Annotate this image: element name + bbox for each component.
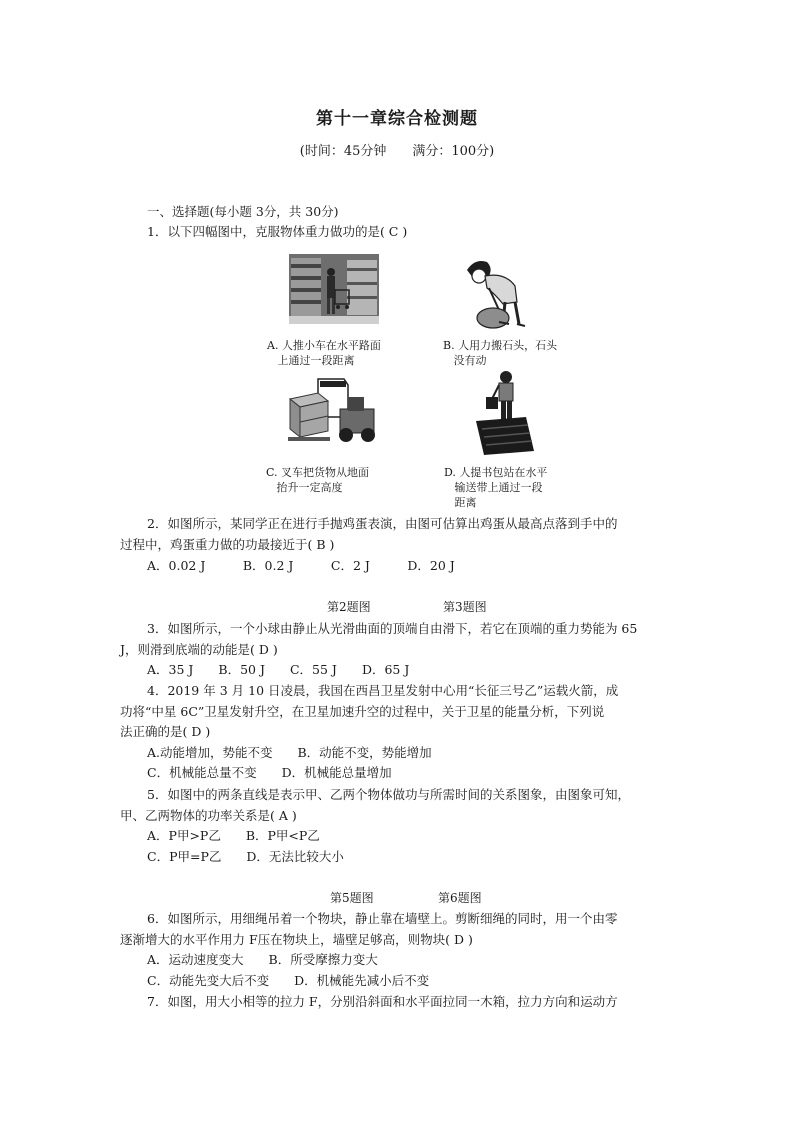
q1-caption-b: B. 人用力搬石头，石头 没有动 <box>443 339 558 367</box>
q4-line2: 功将“中星 6C”卫星发射升空，在卫星加速升空的过程中，关于卫星的能量分析，下列说 <box>120 704 605 719</box>
q4-options-2: C．机械能总量不变 D．机械能总量增加 <box>147 765 392 780</box>
q4-options-1: A.动能增加，势能不变 B．动能不变，势能增加 <box>147 745 432 760</box>
q6-line1: 6．如图所示，用细绳吊着一个物块，静止靠在墙壁上。剪断细绳的同时，用一个由零 <box>147 911 618 926</box>
fig6-label: 第6题图 <box>438 891 482 905</box>
supermarket-photo <box>289 254 379 324</box>
forklift-drawing <box>284 373 378 449</box>
q1-caption-a: A. 人推小车在水平路面 上通过一段距离 <box>267 339 381 367</box>
q5-line2: 甲、乙两物体的功率关系是( A ) <box>120 808 297 823</box>
fig5-label: 第5题图 <box>330 891 374 905</box>
q5-options-1: A．P甲>P乙 B．P甲<P乙 <box>147 828 320 843</box>
fig3-label: 第3题图 <box>443 600 487 614</box>
q7-line1: 7．如图，用大小相等的拉力 F，分别沿斜面和水平面拉同一木箱，拉力方向和运动方 <box>147 994 618 1009</box>
q2-line1: 2．如图所示，某同学正在进行手抛鸡蛋表演，由图可估算出鸡蛋从最高点落到手中的 <box>147 516 618 531</box>
fig2-label: 第2题图 <box>327 600 371 614</box>
q4-line1: 4．2019 年 3 月 10 日凌晨，我国在西昌卫星发射中心用“长征三号乙”运载火箭，成 <box>147 683 619 698</box>
q3-line2: J，则滑到底端的动能是( D ) <box>120 642 278 657</box>
conveyor-belt-drawing <box>472 369 538 455</box>
q2-line2: 过程中，鸡蛋重力做的功最接近于( B ) <box>120 537 335 552</box>
q6-line2: 逐渐增大的水平作用力 F压在物块上，墙壁足够高，则物块( D ) <box>120 932 473 947</box>
q6-options-2: C．动能先变大后不变 D．机械能先减小后不变 <box>147 973 430 988</box>
q1-stem: 1．以下四幅图中，克服物体重力做功的是( C ) <box>147 224 408 239</box>
q5-options-2: C．P甲=P乙 D．无法比较大小 <box>147 849 344 864</box>
page-subtitle: (时间：45分钟 满分：100分) <box>299 144 495 159</box>
q1-caption-d: D. 人提书包站在水平 输送带上通过一段 距离 <box>444 466 548 509</box>
q6-options-1: A．运动速度变大 B．所受摩擦力变大 <box>147 952 378 967</box>
q3-line1: 3．如图所示，一个小球由静止从光滑曲面的顶端自由滑下，若它在顶端的重力势能为 65 <box>147 621 638 636</box>
page-title: 第十一章综合检测题 <box>316 109 478 129</box>
lifting-stone-drawing <box>459 254 539 330</box>
section-heading: 一、选择题(每小题 3分，共 30分) <box>147 204 339 219</box>
q4-line3: 法正确的是( D ) <box>120 724 211 739</box>
q1-caption-c: C. 叉车把货物从地面 抬升一定高度 <box>266 466 370 494</box>
q2-options: A．0.02 J B．0.2 J C．2 J D．20 J <box>147 558 455 573</box>
q5-line1: 5．如图中的两条直线是表示甲、乙两个物体做功与所需时间的关系图象，由图象可知， <box>147 787 630 802</box>
q3-options: A．35 J B．50 J C．55 J D．65 J <box>147 662 410 677</box>
